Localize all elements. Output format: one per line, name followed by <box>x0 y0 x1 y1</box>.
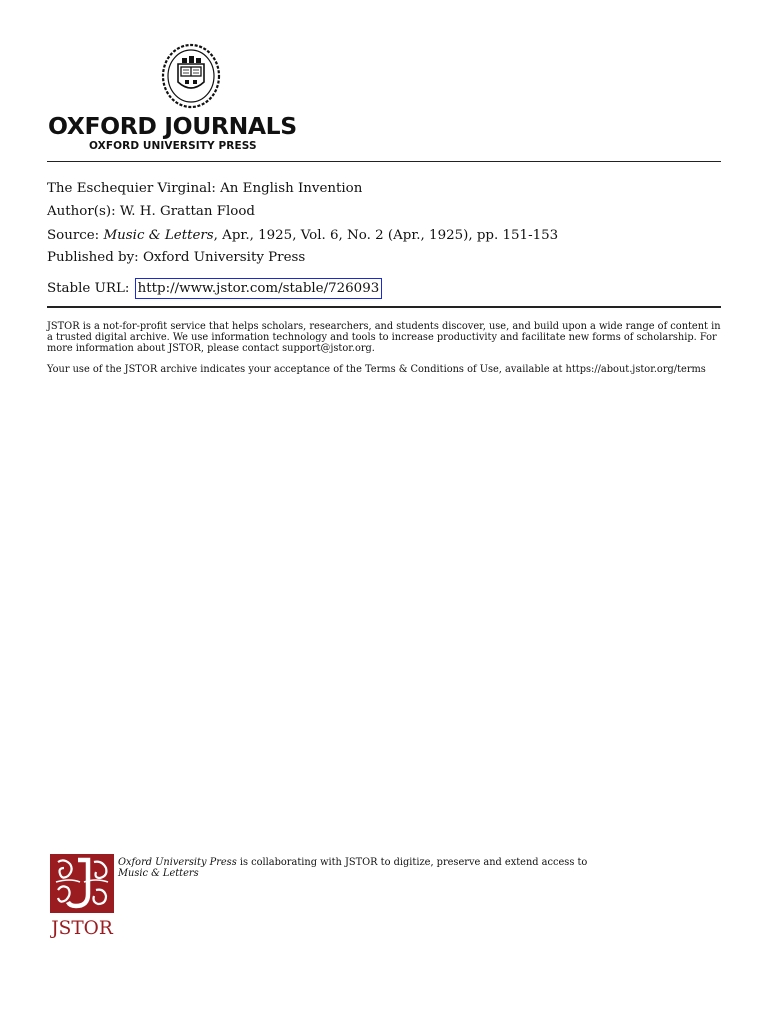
jstor-logo-icon <box>50 854 114 938</box>
publisher-name: Oxford University Press <box>142 250 306 265</box>
publisher-label: Published by: <box>47 250 139 265</box>
stable-url-link[interactable]: http://www.jstor.com/stable/726093 <box>135 278 383 299</box>
jstor-wordmark: JSTOR <box>51 918 113 938</box>
collab-text: is collaborating with JSTOR to digitize, preserve and extend access to <box>236 857 588 868</box>
source-journal: Music & Letters <box>103 228 214 243</box>
header-divider <box>47 306 721 308</box>
collaboration-note <box>118 857 718 879</box>
terms-notice: Your use of the JSTOR archive indicates your acceptance of the Terms & Conditions of Use, available at https://about.jstor.org/terms <box>47 364 706 375</box>
jstor-about-notice: JSTOR is a not-for-profit service that helps scholars, researchers, and students discover, use, and build upon a wide range of content in a trusted digital archive. We use information technology and tools to increase productivity and facilitate new forms of scholarship. For more information about JSTOR, please contact support@jstor.org. <box>47 321 721 354</box>
article-publisher-line <box>47 250 305 266</box>
article-source-line <box>47 228 558 244</box>
collab-journal: Music & Letters <box>118 868 199 879</box>
article-title: The Eschequier Virginal: An English Invention <box>47 181 363 196</box>
collab-publisher: Oxford University Press <box>118 857 237 868</box>
author-label: Author(s): <box>47 204 116 219</box>
author-name: W. H. Grattan Flood <box>119 204 255 219</box>
stable-url-line <box>47 278 382 299</box>
top-divider <box>47 161 721 162</box>
article-author-line <box>47 204 255 220</box>
source-label: Source: <box>47 228 100 243</box>
stable-url-label: Stable URL: <box>47 281 130 296</box>
brand-subtitle: OXFORD UNIVERSITY PRESS <box>89 140 257 152</box>
oxford-seal-icon <box>160 42 222 110</box>
source-details: , Apr., 1925, Vol. 6, No. 2 (Apr., 1925), pp. 151-153 <box>213 228 559 243</box>
brand-name: OXFORD JOURNALS <box>48 112 297 140</box>
